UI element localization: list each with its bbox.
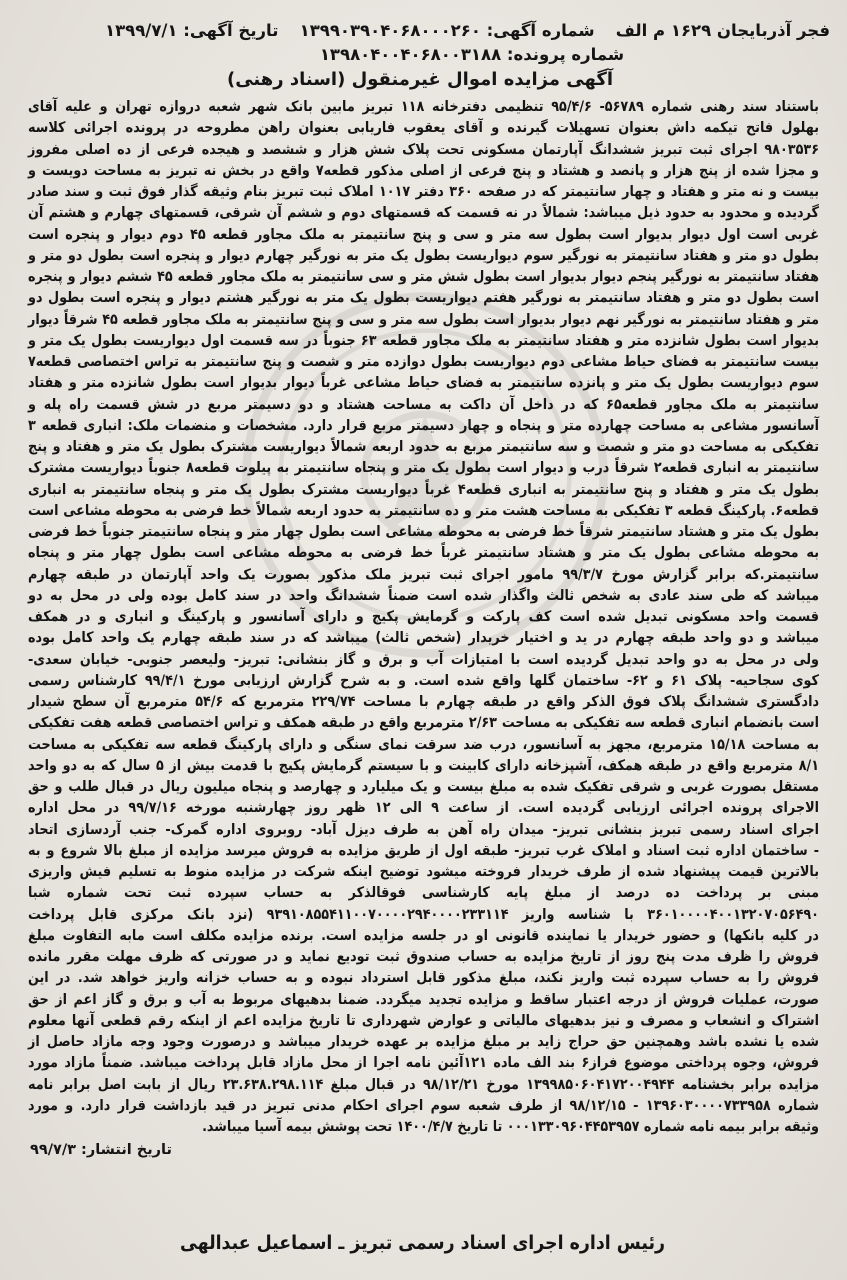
notice-line: غربی است اول دیوار بدیوار است بطول سه متر و سی و پنج سانتیمتر به ملک مجاور قطعه ۴۵ دوم دیوار و پنجره است	[28, 226, 819, 243]
notice-line: بطول دو متر و هفتاد سانتیمتر به نورگیر سوم دیواریست بطول یک متر به نورگیر چهارم دیوار و پنجره است بطول دو متر و	[28, 247, 819, 264]
newspaper-name: فجر آذربایجان ۱۶۲۹ م الف	[615, 21, 830, 40]
notice-line: تفکیکی به مساحت دو متر و شصت و سه سانتیمتر مربع به حدود اربعه شمالاً دیواریست مشترک بطول یک متر و هفتاد و پنج	[28, 439, 819, 455]
notice-body	[28, 97, 819, 1138]
notice-line: بطول یک متر و هشتاد سانتیمتر شرقاً خط فرضی به محوطه مشاعی است بطول چهار متر و پنجاه سانتیمتر جنوباً خط فرضی	[28, 524, 819, 540]
notice-line: باستناد سند رهنی شماره ۵۶۷۸۹- ۹۵/۴/۶ تنظیمی دفترخانه ۱۱۸ تبریز مابین بانک شهر شعبه دروازه تهران و علیه آقای	[28, 99, 819, 115]
notice-line: صورت، عملیات فروش از درجه اعتبار ساقط و مزایده تجدید میگردد. ضمنا بدهیهای مربوط به آب و برق و گاز اعم از حق	[28, 991, 819, 1008]
notice-line: به محوطه مشاعی بطول یک متر و هشتاد سانتیمتر غرباً خط فرضی به محوطه مشاعی است بطول چهار متر و پنجاه	[28, 545, 819, 562]
notice-line: وثیقه برابر بیمه نامه شماره ۰۰۰۱۳۳۰۹۶۰۴۴۵۳۹۵۷ تا تاریخ ۱۴۰۰/۴/۷ تحت پوشش بیمه آسیا میباشد.	[202, 1119, 819, 1135]
notice-line: فروش را ظرف مدت پنج روز از تاریخ مزایده به حساب صندوق ثبت تودیع نماید و در صورتی که ظرف مهلت مقرر مانده	[28, 949, 819, 965]
notice-line: به مساحت ۱۵/۱۸ مترمربع، مجهز به آسانسور، درب ضد سرقت نمای سنگی و دارای پارکینگ قطعه سه تفکیکی به مساحت	[28, 736, 819, 753]
notice-line: ۹۸۰۳۵۳۶ اجرای ثبت تبریز ششدانگ آپارتمان مسکونی تحت پلاک شش هزار و ششصد و هیجده فرعی از ده اصلی مفروز	[28, 141, 819, 158]
notice-line: بهلول فاتح تیکمه داش بعنوان تسهیلات گیرنده و آقای یعقوب فاریابی بعنوان راهن مطروحه در پرونده اجرائی کلاسه	[28, 120, 819, 137]
notice-line: متر و هفتاد سانتیمتر به نورگیر نهم دیوار بدیوار است بطول سه متر و سی و پنج سانتیمتر به ملک مجاور قطعه ۴۵ شرقاً دیوار	[28, 311, 819, 328]
notice-line: بطول یک متر و هفتاد و پنج سانتیمتر به انباری قطعه۴ غرباً دیواریست مشترک بطول یک متر و پنجاه سانتیمتر به انباری	[28, 481, 819, 498]
notice-line: آسانسور مشاعی به مساحت چهارده متر و پنجاه و چهار دسیمتر مربع قرار دارد. مشخصات و منضمات ملک: انباری قطعه ۳	[28, 417, 820, 434]
notice-line: ولی در محل به دو واحد تبدیل گردیده است با امتیازات آب و برق و گاز بنشانی: تبریز- ولیعصر جنوبی- خیابان سعدی-	[28, 651, 819, 668]
notice-line: - ساختمان اداره ثبت اسناد و املاک غرب تبریز- طبقه اول از طریق مزایده به فروش میرسد مزایده از مبلغ بالا شروع و به	[28, 842, 819, 859]
notice-line: فروش، وجوه پرداختی موضوع فراز۶ بند الف ماده ۱۲۱آئین نامه اجرا از محل مازاد قابل پرداخت میباشد. ضمناً مازاد مورد	[28, 1055, 819, 1072]
notice-line: ۸/۱ مترمربع واقع در طبقه همکف، آشپزخانه دارای کابینت و با سیستم گرمایش پکیج با قدمت بیش از ۵ سال که به دو واحد	[28, 757, 819, 774]
notice-line: کوی سجاحیه- پلاک ۶۱ و ۶۲- ساختمان گلها واقع شده است. و به شرح گزارش ارزیابی مورخ ۹۹/۴/۱ کارشناس رسمی	[28, 672, 819, 689]
notice-line: میباشد و دو واحد طبقه چهارم در ید و اختیار خریدار (شخص ثالث) میباشد که در سند طبقه چهارم یک واحد کامل بوده	[28, 630, 819, 647]
case-number: شماره پرونده: ۱۳۹۸۰۴۰۰۴۰۶۸۰۰۳۱۸۸	[319, 45, 625, 64]
notice-line: بالاترین قیمت پیشنهاد شده از طرف خریدار فروخته میشود توضیح اینکه شرکت در مزایده منوط به تسلیم فیش واریزی	[28, 864, 819, 880]
notice-line: در کلیه بانکها) و حضور خریدار یا نماینده قانونی او در جلسه مزایده است. برنده مزایده مکلف است مابه التفاوت مبلغ	[28, 927, 819, 944]
publication-date: تاریخ انتشار: ۹۹/۷/۳	[30, 1142, 172, 1158]
notice-header-line	[105, 19, 830, 43]
notice-line: سانتیمتر به ملک مجاور قطعه۶۵ که در داخل آن داکت به مساحت هشتاد و دو دسیمتر مربع در شش قسمت راه پله و	[28, 396, 819, 413]
notice-line: اشتراک و انشعاب و مصرف و نیز بدهیهای مالیاتی و عوارض شهرداری تا تاریخ مزایده اعم از اینکه رقم قطعی آنها معلوم	[28, 1012, 819, 1029]
notice-line: است بطول دو متر و هفتاد سانتیمتر به نورگیر هفتم دیواریست بطول یک متر به نورگیر هشتم دیوار و پنجره است بطول دو	[28, 290, 819, 307]
notice-line: بیست و نه متر و هفتاد و چهار سانتیمتر که در صفحه ۳۶۰ دفتر ۱۰۱۷ املاک ثبت تبریز بنام وثیقه گذار فوق ثبت و سند صادر	[28, 184, 819, 200]
notice-line: دادگستری ششدانگ پلاک فوق الذکر واقع در طبقه چهارم با مساحت ۲۲۹/۷۴ مترمربع که ۵۴/۶ مترمربع آن سطح شیدار	[28, 694, 820, 710]
notice-line: سانتیمتر.که برابر گزارش مورخ ۹۹/۳/۷ مامور اجرای ثبت تبریز ملک مذکور بصورت یک واحد آپارتمان در طبقه چهارم	[28, 566, 819, 583]
notice-line: بیست سانتیمتر به فضای حیاط مشاعی دوم دیواریست بطول دوازده متر و شصت و پنج سانتیمتر به تراس اختصاصی قطعه۷	[28, 354, 820, 370]
notice-line: مزایده برابر بخشنامه ۱۳۹۹۸۵۰۶۰۴۱۷۲۰۰۴۹۴۴ مورخ ۹۸/۱۲/۲۱ در قبال مبلغ ۲۳.۶۳۸.۲۹۸.۱۱۴ ریال از بابت اصل برابر نامه	[28, 1076, 820, 1093]
notice-line: شماره ۱۳۹۶۰۳۰۰۰۰۷۳۳۹۵۸ - ۹۸/۱۲/۱۵ از طرف شعبه سوم اجرای احکام مدنی تبریز در قید بازداشت قرار دارد. و مورد	[28, 1097, 819, 1114]
notice-line: و مجزا شده از پنج هزار و پانصد و هشتاد و پنج فرعی از اصلی مذکور قطعه۷ واقع در بخش نه تبریز به مساحت دویست و	[28, 162, 819, 179]
notice-line: مبنی بر پرداخت ده درصد از مبلغ پایه کارشناسی فوقالذکر به حساب سپرده ثبت تحت شماره شبا	[28, 885, 819, 902]
notice-line: بدیوار است بطول شانزده متر و هفتاد سانتیمتر به ملک مجاور قطعه ۶۳ جنوباً در سه قسمت اول دیواریست بطول یک متر و	[28, 332, 819, 349]
notice-line: اجرای اسناد رسمی تبریز بنشانی تبریز- میدان راه آهن به طرف دیزل آباد- روبروی اداره گمرک- جنب آردسازی اتحاد	[28, 821, 819, 838]
notice-line: شده یا نشده باشد وهمچنین حق حراج زاید بر مبلغ مزایده بر عهده خریدار میباشد و درصورت وجود وجه مازاد حاصل از	[28, 1034, 819, 1050]
notice-line: است بانضمام انباری قطعه سه تفکیکی به مساحت ۲/۶۳ مترمربع واقع در طبقه همکف و تراس اختصاصی قطعه هفت تفکیکی	[28, 715, 819, 732]
notice-line: الاجرای پرونده اجرائی ارزیابی گردیده است. از ساعت ۹ الی ۱۲ ظهر روز چهارشنبه مورخه ۹۹/۷/۱۶ در محل اداره	[28, 800, 820, 817]
notice-date: تاریخ آگهی: ۱۳۹۹/۷/۱	[105, 21, 279, 40]
notice-line: سوم دیواریست بطول یک متر و پانزده سانتیمتر به فضای حیاط مشاعی غرباً دیوار بدیوار است بطول شانزده متر و هفتاد	[28, 375, 819, 392]
notice-line: ۳۶۰۱۰۰۰۰۴۰۰۱۳۲۰۷۰۵۶۴۹۰ با شناسه واریز ۹۳۹۱۰۸۵۵۴۱۱۰۰۷۰۰۰۰۲۹۴۰۰۰۰۲۳۳۱۱۴ (نزد بانک مرکزی قابل پرداخت	[28, 906, 819, 923]
notice-line: مستقل بصورت غربی و شرقی تفکیک شده به مبلغ بیست و یک میلیارد و چهارصد و پنجاه میلیون ریال در قبال طلب و حق	[28, 779, 819, 795]
notice-line: قطعه۶. پارکینگ قطعه ۳ تفکیکی به مساحت هشت متر و ده سانتیمتر به حدود اربعه شمالاً خط فرضی به محوطه مشاعی است	[28, 502, 820, 519]
notice-line: میباشد که طی سند عادی به شخص ثالث واگذار شده است ضمناً ششدانگ واحد در سند کامل بوده ولی در محل به دو	[28, 587, 819, 604]
notice-line: قسمت واحد مسکونی تبدیل شده است کف پارکت و گرمایش پکیج و دارای آسانسور و پارکینگ و انباری و در همکف	[28, 609, 819, 625]
signature-line: رئیس اداره اجرای اسناد رسمی تبریز ـ اسماعیل عبدالهی	[180, 1232, 665, 1254]
notice-line: گردیده و محدود به حدود ذیل میباشد: شمالاً در نه قسمت که قسمتهای دوم و ششم آن شرقی، قسمتهای چهارم و هشتم آن	[28, 205, 819, 222]
notice-number: شماره آگهی: ۱۳۹۹۰۳۹۰۴۰۶۸۰۰۰۲۶۰	[299, 21, 595, 40]
notice-line: فروش را به حساب سپرده ثبت واریز نکند، مبلغ مذکور قابل استرداد نبوده و به حساب خزانه واریز خواهد شد. در این	[28, 970, 819, 987]
notice-line: سانتیمتر به انباری قطعه۲ شرقاً درب و دیوار است بطول یک متر و پنجاه سانتیمتر به پیلوت قطعه۸ جنوباً دیواریست مشترک	[28, 460, 820, 477]
notice-line: هفتاد سانتیمتر به نورگیر پنجم دیوار بدیوار است بطول شش متر و سی سانتیمتر به ملک مجاور قطعه ۴۵ ششم دیوار و پنجره	[28, 269, 820, 285]
notice-title: آگهی مزایده اموال غیرمنقول (اسناد رهنی)	[226, 69, 613, 90]
